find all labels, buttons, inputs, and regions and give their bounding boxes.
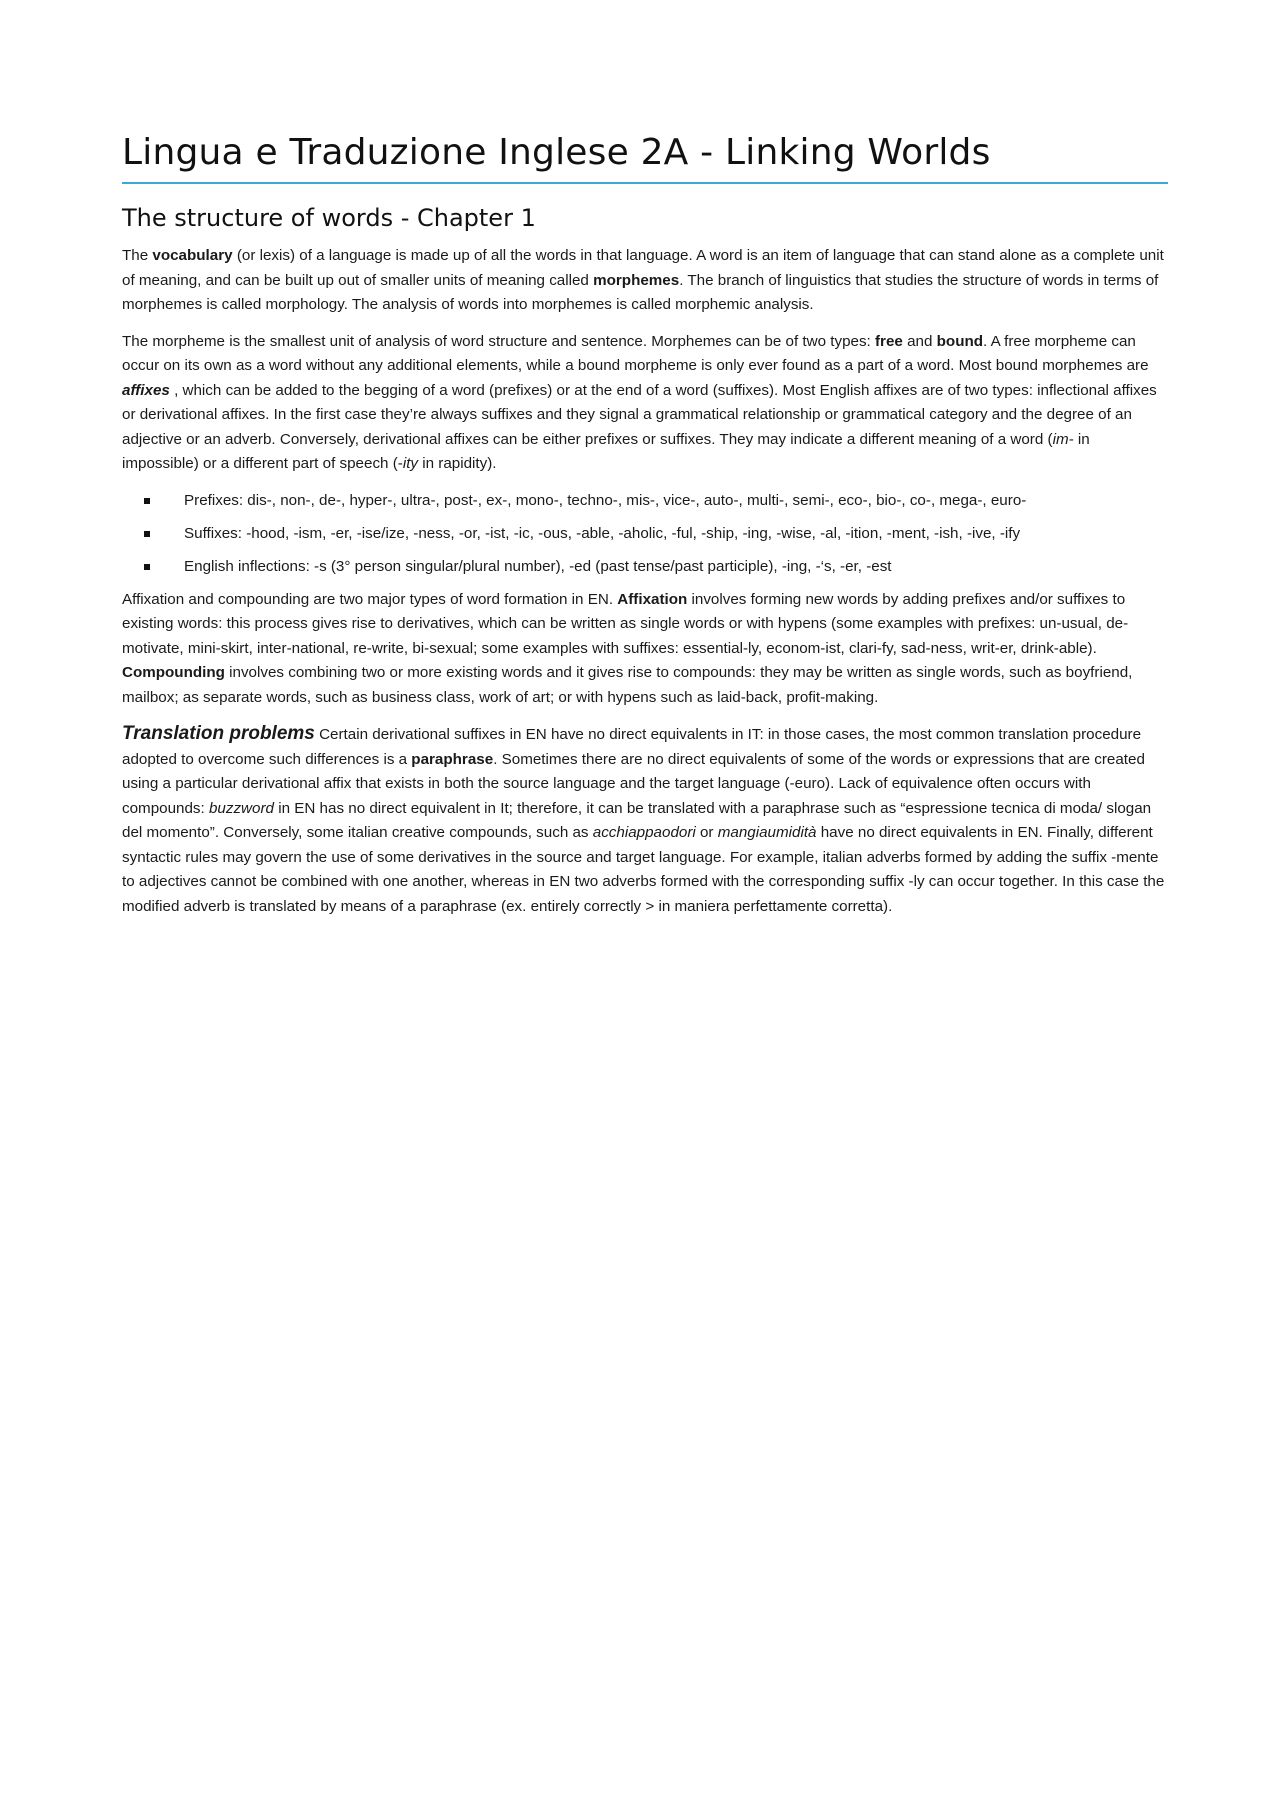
- list-item-text: Prefixes: dis-, non-, de-, hyper-, ultra-, post-, ex-, mono-, techno-, mis-, vice-, auto-, multi-, semi-, eco-, bio-, co-, mega-, euro-: [184, 491, 1027, 509]
- text-run: involves combining two or more existing words and it gives rise to compounds: they may be written as single words, such as boyfriend, mailbox; as separate words, such as business class, work of art; or with hypens such as laid-back, profit-making.: [122, 664, 1133, 706]
- text-run: have no direct equivalents in EN. Finally, different syntactic rules may govern the use of some derivatives in the source and target language. For example, italian adverbs formed by adding the suffix -mente to adjectives cannot be combined with one another, whereas in EN two adverbs formed with the corresponding suffix -ly can occur together. In this case the modified adverb is translated by means of a paraphrase (ex. entirely correctly > in maniera perfettamente corretta).: [122, 824, 1165, 915]
- term-free: free: [875, 332, 903, 350]
- text-run: Certain derivational suffixes in EN have no direct equivalents in IT: in those cases, the most common translation procedure adopted to overcome such differences is a: [122, 726, 1142, 768]
- section-heading: The structure of words - Chapter 1: [122, 204, 536, 232]
- paragraph-vocabulary: [122, 244, 1168, 318]
- text-run: The: [122, 247, 153, 264]
- text-run: . The branch of linguistics that studies the structure of words in terms of morphemes is called morphology. The analysis of words into morphemes is called morphemic analysis.: [122, 271, 1159, 313]
- page-title: Lingua e Traduzione Inglese 2A - Linking Worlds: [122, 130, 1168, 184]
- paragraph-morpheme: [122, 330, 1168, 477]
- text-run: Affixation and compounding are two major types of word formation in EN.: [122, 590, 618, 608]
- example-mangiaumidita: mangiaumidità: [717, 824, 817, 841]
- example-ity: ity: [402, 455, 419, 472]
- square-bullet-icon: [144, 564, 150, 570]
- text-run: The morpheme is the smallest unit of analysis of word structure and sentence. Morphemes can be of two types:: [122, 332, 875, 350]
- text-run: in impossible) or a different part of speech (-: [122, 430, 1090, 472]
- term-vocabulary: vocabulary: [152, 247, 233, 264]
- text-run: (or lexis) of a language is made up of all the words in that language. A word is an item of language that can stand alone as a complete unit of meaning, and can be built up out of smaller units of meaning called: [122, 247, 1164, 289]
- term-bound: bound: [936, 332, 984, 350]
- text-run: . Sometimes there are no direct equivalents of some of the words or expressions that are created using a particular derivational affix that exists in both the source language and the target language (-euro). Lack of equivalence often occurs with compounds:: [122, 750, 1145, 817]
- term-affixation: Affixation: [617, 590, 688, 608]
- text-run: and: [902, 332, 937, 350]
- affix-list: [122, 489, 1168, 579]
- example-acchiappaodori: acchiappaodori: [592, 824, 696, 841]
- list-item: [122, 522, 1168, 546]
- text-run: involves forming new words by adding prefixes and/or suffixes to existing words: this process gives rise to derivatives, which can be written as single words or with hypens (some examples with prefixes: un-usual, de-motivate, mini-skirt, inter-national, re-write, bi-sexual; some examples with suffixes: essential-ly, econom-ist, clari-fy, sad-ness, writ-er, drink-able).: [122, 590, 1129, 657]
- list-item: [122, 555, 1168, 579]
- run-in-heading: Translation problems: [122, 723, 315, 744]
- example-im: im-: [1052, 430, 1074, 448]
- term-compounding: Compounding: [122, 664, 225, 681]
- paragraph-word-formation: [122, 588, 1168, 711]
- text-run: in EN has no direct equivalent in It; therefore, it can be translated with a paraphrase such as “espressione tecnica di moda/ slogan del momento”. Conversely, some italian creative compounds, such as: [122, 799, 1152, 841]
- paragraph-translation-problems: [122, 722, 1168, 919]
- square-bullet-icon: [144, 498, 150, 504]
- list-item-text: Suffixes: -hood, -ism, -er, -ise/ize, -ness, -or, -ist, -ic, -ous, -able, -aholic, -ful, -ship, -ing, -wise, -al, -ition, -ment, -ish, -ive, -ify: [184, 524, 1021, 542]
- list-item: [122, 489, 1168, 513]
- list-item-text: English inflections: -s (3° person singular/plural number), -ed (past tense/past participle), -ing, -‘s, -er, -est: [184, 557, 892, 575]
- example-buzzword: buzzword: [208, 799, 274, 817]
- text-run: , which can be added to the begging of a word (prefixes) or at the end of a word (suffixes). Most English affixes are of two types: inflectional affixes or derivational affixes. In the first case they’re always suffixes and they signal a grammatical relationship or grammatical category and the degree of an adjective or an adverb. Conversely, derivational affixes can be either prefixes or suffixes. They may indicate a different meaning of a word (: [122, 381, 1157, 448]
- text-run: . A free morpheme can occur on its own as a word without any additional elements, while a bound morpheme is only ever found as a part of a word. Most bound morphemes are: [122, 332, 1149, 374]
- text-run: or: [695, 824, 718, 841]
- square-bullet-icon: [144, 531, 150, 537]
- term-affixes: affixes: [122, 381, 170, 399]
- term-paraphrase: paraphrase: [411, 750, 494, 768]
- term-morphemes: morphemes: [593, 271, 680, 289]
- text-run: in rapidity).: [418, 455, 497, 472]
